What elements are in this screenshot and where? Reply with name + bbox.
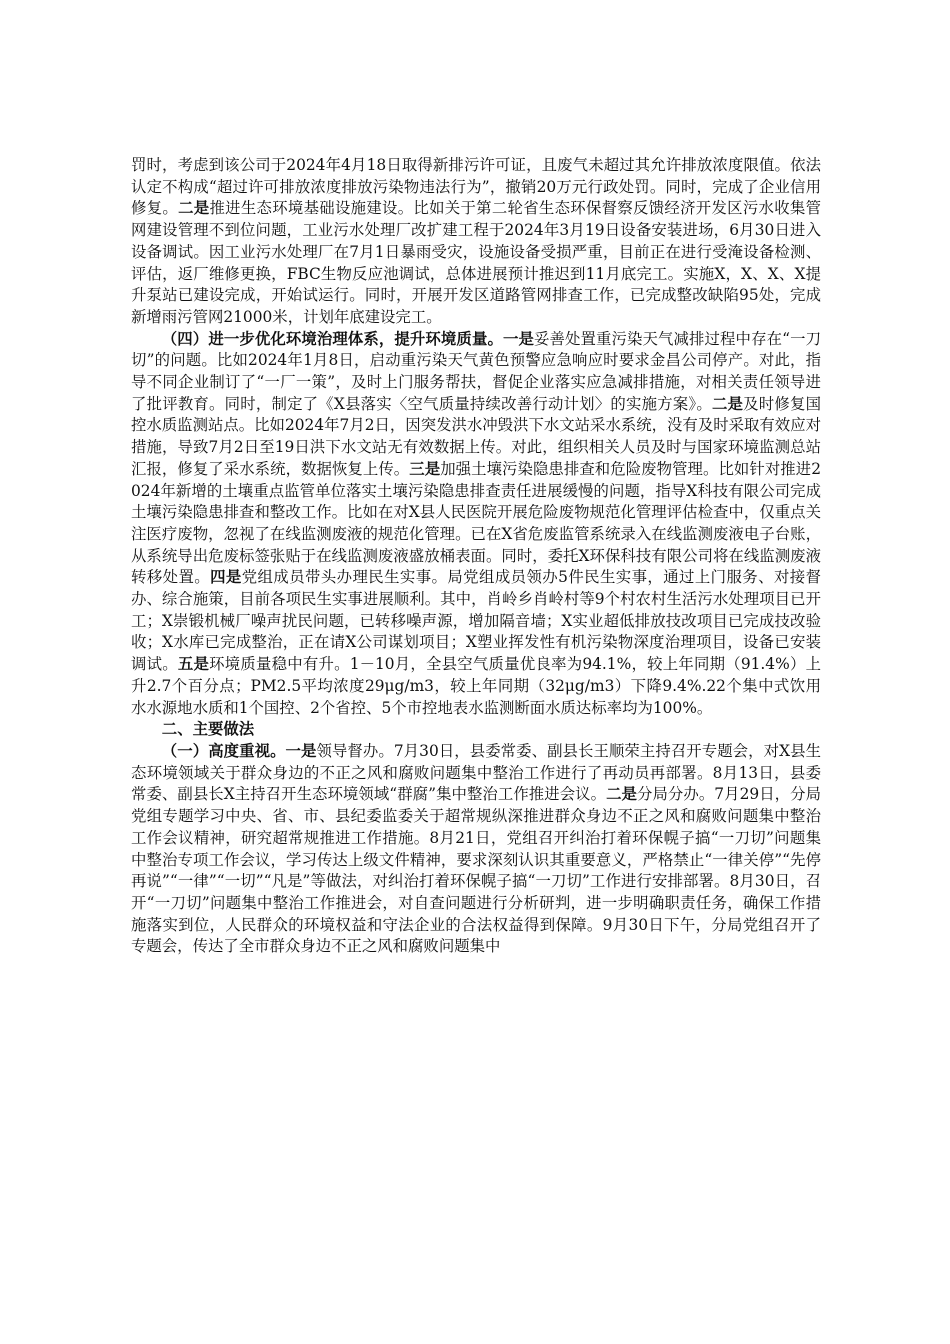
emphasis-ordinal: 二是: [606, 785, 637, 804]
paragraph-environment-quality: [131, 329, 821, 720]
paragraph-text: 党组成员带头办理民生实事。局党组成员领办5件民生实事，通过上门服务、对接督办、综合施策，目前各项民生实事进展顺利。其中，肖岭乡肖岭村等9个村农村生活污水处理项目已开工；X崇锻机械厂噪声扰民问题，已转移噪声源，增加隔音墙；X实业超低排放技改项目已完成技改验收；X水库已完成整治，正在请X公司谋划项目；X塑业挥发性有机污染物深度治理项目，设备已安装调试。: [131, 568, 821, 674]
emphasis-ordinal: 四是: [210, 568, 242, 587]
paragraph-infrastructure: [131, 155, 821, 329]
section-subheading: （一）高度重视。: [161, 741, 286, 760]
emphasis-ordinal: 一是: [285, 741, 317, 760]
paragraph-text: 加强土壤污染隐患排查和危险废物管理。比如针对推进2024年新增的土壤重点监管单位落实土壤污染隐患排查责任进展缓慢的问题，指导X科技有限公司完成土壤污染隐患排查和整改工作。比如在对X县人民医院开展危险废物规范化管理评估检查中，仅重点关注医疗废物，忽视了在线监测废液的规范化管理。已在X省危废监管系统录入在线监测废液电子台账，从系统导出危废标签张贴于在线监测废液盛放桶表面。同时，委托X环保科技有限公司将在线监测废液转移处置。: [131, 459, 821, 587]
paragraph-text: 及时修复国控水质监测站点。比如2024年7月2日，因突发洪水冲毁洪下水文站采水系统，没有及时采取有效应对措施，导致7月2日至19日洪下水文站无有效数据上传。对此，组织相关人员及时与国家环境监测总站汇报，修复了采水系统，数据恢复上传。: [131, 394, 821, 478]
section-heading: 二、主要做法: [161, 720, 255, 739]
paragraph-text: 罚时，考虑到该公司于2024年4月18日取得新排污许可证，且废气未超过其允许排放浓度限值。依法认定不构成“超过许可排放浓度排放污染物违法行为”，撤销20万元行政处罚。同时，完成了企业信用修复。: [131, 156, 821, 218]
emphasis-ordinal: 一是: [502, 329, 534, 348]
paragraph-high-priority: [131, 741, 821, 958]
paragraph-text: 妥善处置重污染天气减排过程中存在“一刀切”的问题。比如2024年1月8日，启动重污染天气黄色预警应急响应时要求金昌公司停产。对此，指导不同企业制订了“一厂一策”，及时上门服务帮扶，督促企业落实应急减排措施，对相关责任领导进了批评教育。同时，制定了《X县落实〈空气质量持续改善行动计划〉的实施方案》。: [131, 329, 821, 413]
emphasis-ordinal: 二是: [178, 199, 210, 218]
section-subheading: （四）进一步优化环境治理体系，提升环境质量。: [161, 329, 503, 348]
paragraph-text: 推进生态环境基础设施建设。比如关于第二轮省生态环保督察反馈经济开发区污水收集管网建设管理不到位问题，工业污水处理厂改扩建工程于2024年3月19日设备安装进场，6月30日进入设备调试。因工业污水处理厂在7月1日暴雨受灾，设施设备受损严重，目前正在进行受淹设备检测、评估，返厂维修更换，FBC生物反应池调试，总体进展预计推迟到11月底完工。实施X，X、X、X提升泵站已建设完成，开始试运行。同时，开展开发区道路管网排查工作，已完成整改缺陷95处，完成新增雨污管网21000米，计划年底建设完工。: [131, 199, 821, 326]
paragraph-text: 领导督办。7月30日，县委常委、副县长王顺荣主持召开专题会，对X县生态环境领域关于群众身边的不正之风和腐败问题集中整治工作进行了再动员再部署。8月13日，县委常委、副县长X主持召开生态环境领域“群腐”集中整治工作推进会议。: [131, 741, 821, 804]
paragraph-text: 分局分办。7月29日，分局党组专题学习中央、省、市、县纪委监委关于超常规纵深推进群众身边不正之风和腐败问题集中整治工作会议精神，研究超常规推进工作措施。8月21日，党组召开纠治打着环保幌子搞“一刀切”问题集中整治专项工作会议，学习传达上级文件精神，要求深刻认识其重要意义，严格禁止“一律关停”“先停再说”“一律”“一切”“凡是”等做法，对纠治打着环保幌子搞“一刀切”工作进行安排部署。8月30日，召开“一刀切”问题集中整治工作推进会，对自查问题进行分析研判，进一步明确职责任务，确保工作措施落实到位，人民群众的环境权益和守法企业的合法权益得到保障。9月30日下午，分局党组召开了专题会，传达了全市群众身边不正之风和腐败问题集中: [131, 785, 821, 956]
emphasis-ordinal: 五是: [177, 655, 210, 674]
emphasis-ordinal: 三是: [409, 459, 441, 478]
paragraph-text: 环境质量稳中有升。1－10月，全县空气质量优良率为94.1%，较上年同期（91.4%）上升2.7个百分点；PM2.5平均浓度29μg/m3，较上年同期（32μg/m3）下降9.4%.22个集中式饮用水水源地水质和1个国控、2个省控、5个市控地表水监测断面水质达标率均为100%。: [131, 655, 821, 717]
emphasis-ordinal: 二是: [711, 394, 744, 413]
document-page: [131, 155, 821, 958]
